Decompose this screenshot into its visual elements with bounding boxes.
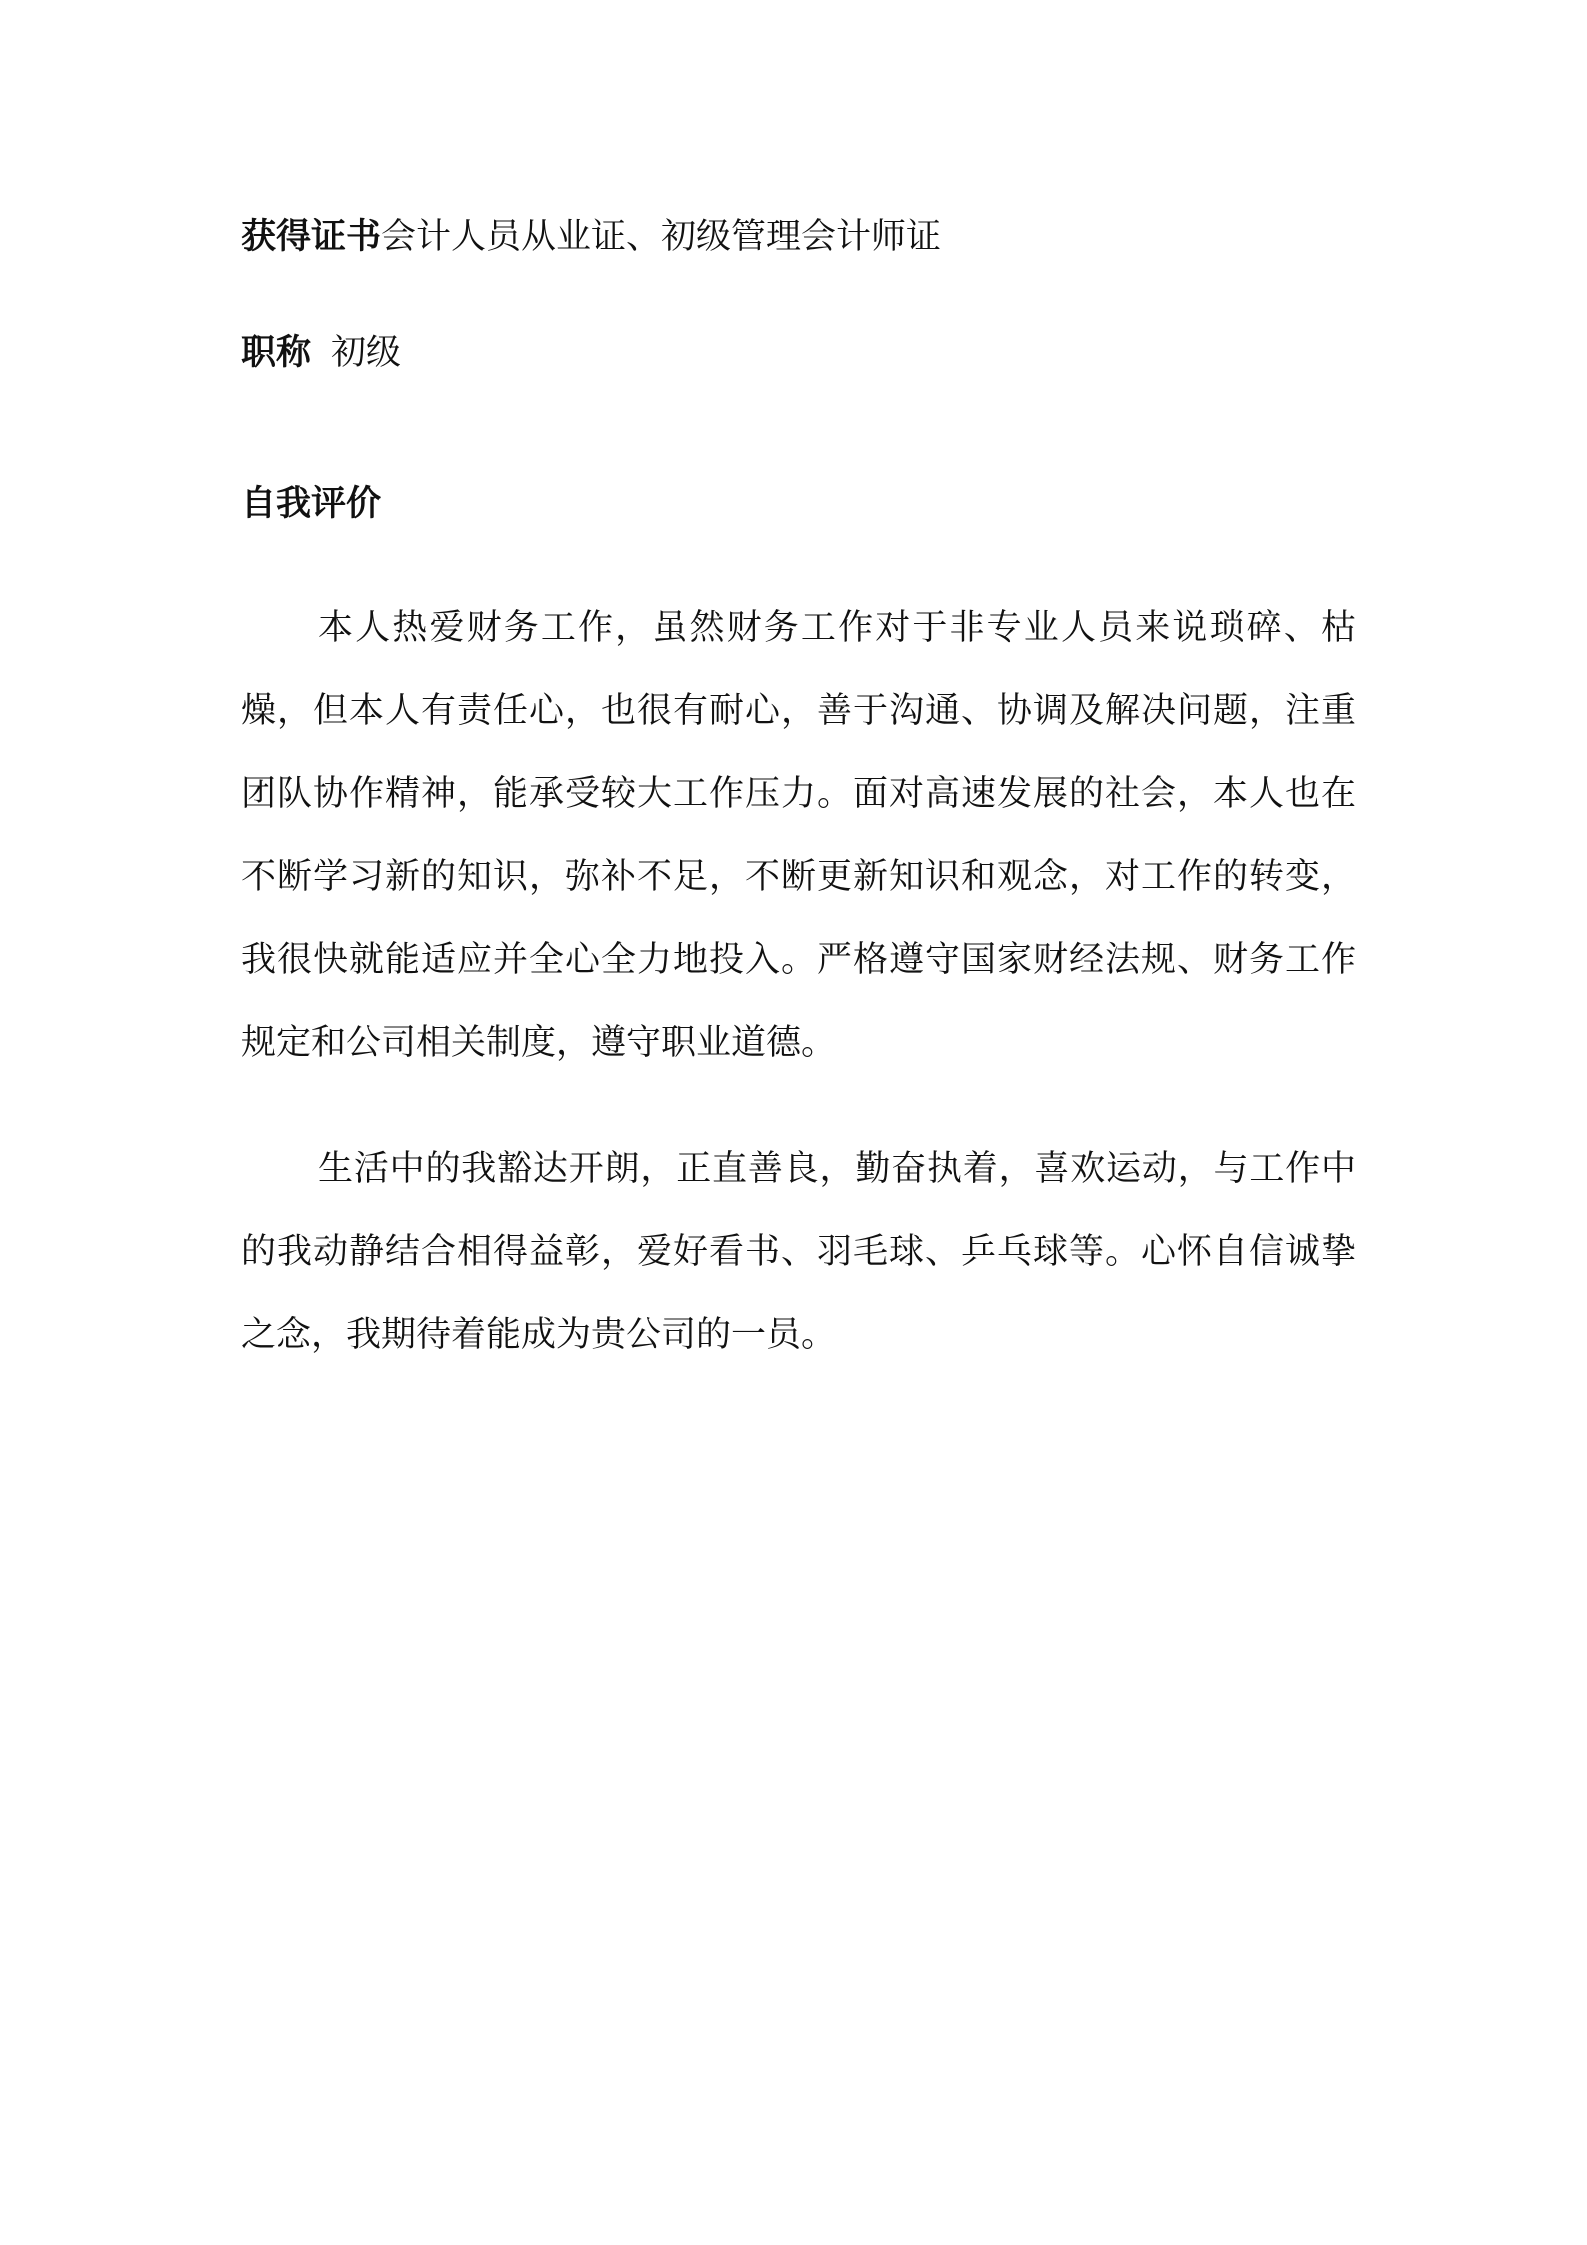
self-evaluation-heading: 自我评价 <box>241 484 382 524</box>
certificates-label: 获得证书 <box>241 217 382 257</box>
self-evaluation-paragraph-1: 本人热爱财务工作，虽然财务工作对于非专业人员来说琐碎、枯燥，但本人有责任心，也很有耐心，善于沟通、协调及解决问题，注重团队协作精神，能承受较大工作压力。面对高速发展的社会，本人也在不断学习新的知识，弥补不足，不断更新知识和观念，对工作的转变，我很快就能适应并全心全力地投入。严格遵守国家财经法规、财务工作规定和公司相关制度，遵守职业道德。 <box>241 608 1356 1063</box>
certificates-row <box>241 215 941 259</box>
title-rank-row <box>241 331 401 375</box>
title-rank-label: 职称 <box>241 333 312 373</box>
title-rank-value: 初级 <box>331 333 402 373</box>
self-evaluation-paragraph-2: 生活中的我豁达开朗，正直善良，勤奋执着，喜欢运动，与工作中的我动静结合相得益彰，爱好看书、羽毛球、乒乓球等。心怀自信诚挚之念，我期待着能成为贵公司的一员。 <box>241 1149 1356 1355</box>
certificates-value: 会计人员从业证、初级管理会计师证 <box>381 217 942 257</box>
